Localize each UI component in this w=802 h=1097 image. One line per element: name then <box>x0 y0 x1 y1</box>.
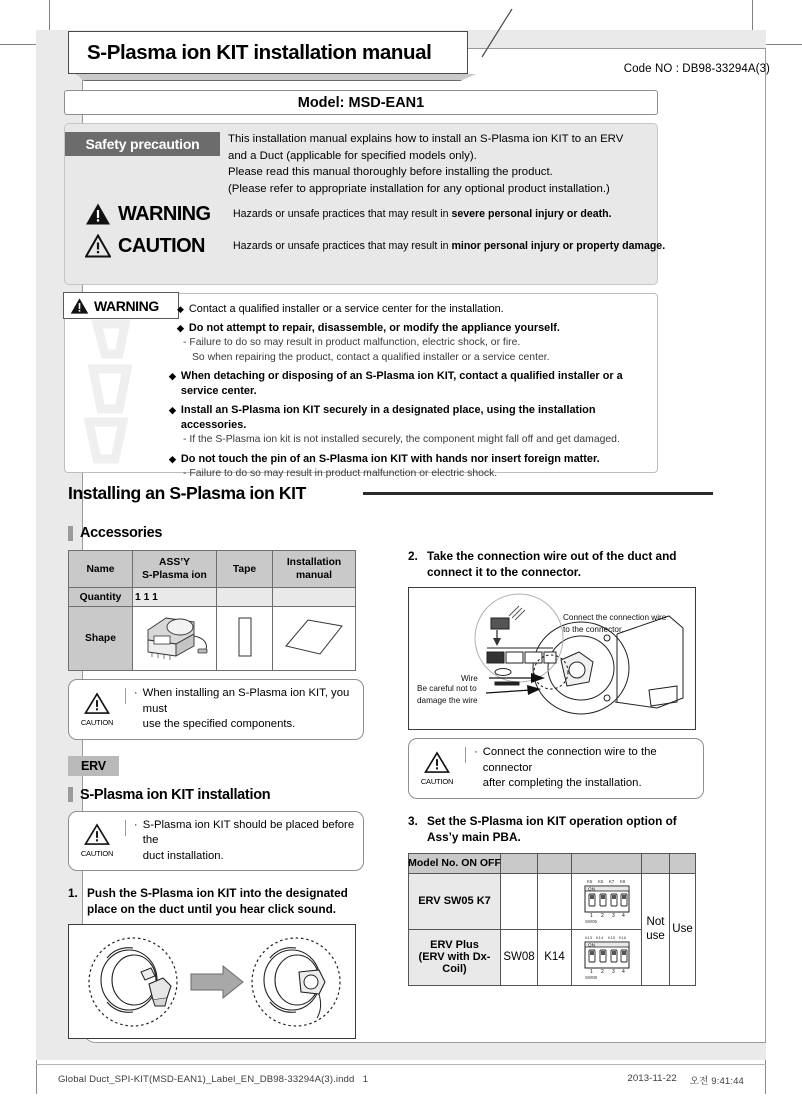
warning-list-item <box>177 321 655 336</box>
warning-desc-pre: Hazards or unsafe practices that may result in <box>233 208 452 220</box>
caution-accessories-line-2: use the specified components. <box>142 718 296 730</box>
warning-box-tag <box>63 292 179 319</box>
left-column <box>68 525 364 1039</box>
page-title: S-Plasma ion KIT installation manual <box>87 40 432 64</box>
warning-item-text: Do not touch the pin of an S-Plasma ion KIT with hands nor insert foreign matter. <box>180 452 600 465</box>
install-section-heading: Installing an S-Plasma ion KIT <box>68 483 306 503</box>
figure2-careful-line-1: Be careful not to <box>417 684 477 693</box>
dip2-label-k13: K13 <box>584 935 592 940</box>
warning-legend-label <box>85 202 227 226</box>
caution-icon-group <box>77 823 117 858</box>
step-2-body <box>427 548 677 580</box>
caution-step2-body <box>483 745 695 792</box>
dip1-num-2: 2 <box>600 913 604 919</box>
diamond-bullet-icon: ◆ <box>177 304 184 314</box>
pba-row1-dip-cell <box>572 873 642 929</box>
pba-row2-model-cell <box>409 929 501 985</box>
figure-step-1 <box>68 924 356 1039</box>
caution-erv-body <box>143 818 355 865</box>
safety-intro-line-4: (Please refer to appropriate installation for any optional product installation.) <box>228 182 610 195</box>
pba-header-on-label: ON <box>461 857 477 869</box>
caution-divider <box>125 688 126 704</box>
pba-row2-model-line-2: (ERV with Dx-Coil) <box>418 951 491 975</box>
erv-install-heading: S-Plasma ion KIT installation <box>68 787 364 803</box>
warning-subtext: - If the S-Plasma ion kit is not installed securely, the component might fall off and get damaged. <box>183 434 620 445</box>
caution-triangle-outline-icon <box>423 751 451 774</box>
accessories-header-assy-l1: ASS’Y <box>159 557 190 568</box>
diamond-bullet-icon: ◆ <box>177 323 184 333</box>
step-2-line-2: connect it to the connector. <box>427 565 582 579</box>
title-banner <box>68 31 468 74</box>
pba-header-overflow <box>409 854 500 873</box>
caution-step2-text <box>474 745 695 792</box>
safety-intro-text <box>228 131 648 197</box>
warning-item-text: When detaching or disposing of an S-Plasma ion KIT, contact a qualified installer or a service center. <box>180 370 623 397</box>
right-column <box>408 548 704 986</box>
step-3-line-1: Set the S-Plasma ion KIT operation option of <box>427 813 677 828</box>
step-3-number: 3. <box>408 813 418 828</box>
caution-triangle-outline-icon <box>83 692 111 715</box>
diamond-bullet-icon: ◆ <box>169 453 176 464</box>
caution-step2-line-2: after completing the installation. <box>482 777 642 789</box>
caution-icon-group <box>417 751 457 786</box>
pba-header-off-col <box>538 853 572 873</box>
pba-row1-model-cell <box>409 873 501 929</box>
safety-intro-line-2: and a Duct (applicable for specified models only). <box>228 149 477 162</box>
diamond-bullet-icon: ◆ <box>169 371 176 381</box>
figure2-callout-line-1: Connect the connection wire <box>563 613 667 622</box>
footer-page-number: 1 <box>362 1074 369 1085</box>
safety-precaution-panel <box>64 123 666 285</box>
warning-item-text: Install an S-Plasma ion KIT securely in a designated place, using the installation accessories. <box>180 404 596 431</box>
warning-item-text: Do not attempt to repair, disassemble, or modify the appliance yourself. <box>188 322 560 334</box>
pba-header-off-label: OFF <box>479 857 501 869</box>
figure2-callout-line-2: to the connector. <box>563 625 624 634</box>
accessories-shape-assy-cell <box>133 607 217 671</box>
erv-chip: ERV <box>68 756 119 776</box>
dip-switch-sw05-icon <box>577 877 637 925</box>
accessories-quantity-label: Quantity <box>69 588 133 607</box>
warning-list-item <box>169 452 655 467</box>
pba-header-on-col <box>501 853 538 873</box>
pba-header-dip-col <box>572 853 642 873</box>
accessories-shape-row <box>69 607 356 671</box>
pba-row1-off: K7 <box>476 895 491 907</box>
accessories-quantity-manual <box>273 588 356 607</box>
warning-triangle-filled-icon <box>85 202 111 226</box>
dip1-num-1: 1 <box>589 913 593 919</box>
pba-header-col5 <box>642 853 670 873</box>
model-bar-label: Model: MSD-EAN1 <box>297 94 425 111</box>
step-1-number: 1. <box>68 886 78 900</box>
caution-erv-box <box>68 811 364 872</box>
pba-option-table <box>408 853 696 986</box>
warning-triangle-filled-icon <box>70 297 89 315</box>
pba-row1-on: SW05 <box>443 895 474 907</box>
caution-desc-pre: Hazards or unsafe practices that may result in <box>233 240 452 252</box>
caution-word-label: CAUTION <box>420 776 454 786</box>
caution-erv-line-2: duct installation. <box>142 849 224 862</box>
install-section-heading-wrap <box>68 483 668 504</box>
dip2-num-4: 4 <box>621 969 625 975</box>
crop-mark-left-top <box>0 44 38 45</box>
warning-item-text: Contact a qualified installer or a service center for the installation. <box>188 303 504 315</box>
dip1-label-k5: K5 <box>586 879 592 884</box>
pba-row2-model-line-1: ERV Plus <box>430 939 479 951</box>
pba-header-model-label: Model No. <box>408 857 459 869</box>
caution-triangle-outline-icon <box>85 234 111 258</box>
footer-left <box>58 1074 368 1085</box>
caution-icon-group <box>77 692 117 727</box>
installation-manual-icon <box>282 616 346 658</box>
warning-legend-word: WARNING <box>118 202 211 225</box>
title-banner-group <box>68 31 488 83</box>
step-1-line-1: Push the S-Plasma ion KIT into the designated <box>87 886 348 900</box>
title-banner-shadow <box>76 74 476 81</box>
pba-row2-off-cell: K14 <box>538 929 572 985</box>
safety-intro-line-1: This installation manual explains how to install an S-Plasma ion KIT to an ERV <box>228 133 624 145</box>
accessories-header-assy-l2: S-Plasma ion <box>142 570 207 581</box>
figure2-wire-label: Wire <box>461 674 478 683</box>
accessories-header-name: Name <box>69 551 133 588</box>
caution-divider <box>465 747 466 763</box>
caution-divider <box>125 820 126 836</box>
dip-switch-1 <box>573 877 640 925</box>
diamond-bullet-icon: ◆ <box>169 405 176 415</box>
step-3-line-2: Ass’y main PBA. <box>427 829 521 844</box>
page-footer <box>36 1064 766 1094</box>
pba-row2-dip-cell <box>572 929 642 985</box>
accessories-quantity-row <box>69 588 356 607</box>
dip2-name: SW08 <box>584 975 597 980</box>
step-1-title <box>68 885 364 917</box>
title-corner-diagonal <box>466 7 536 77</box>
accessories-table <box>68 550 356 671</box>
warning-list-item <box>169 369 655 399</box>
dip1-num-3: 3 <box>611 913 615 919</box>
warning-subtext: - Failure to do so may result in product malfunction, electric shock, or fire. <box>183 337 521 348</box>
accessories-header-manual-l2: manual <box>295 570 333 581</box>
pba-header-model <box>409 853 501 873</box>
caution-step2-box <box>408 738 704 799</box>
caution-step2-line-1: Connect the connection wire to the connector <box>482 746 657 774</box>
pba-row2-on-cell: SW08 <box>501 929 538 985</box>
figure2-careful-line-2: damage the wire <box>417 696 478 705</box>
dip2-label-k14: K14 <box>595 935 603 940</box>
dip2-label-k15: K15 <box>607 935 615 940</box>
pba-table-row <box>409 873 696 929</box>
dip1-name: SW05 <box>584 919 597 924</box>
s-plasma-ion-unit-icon <box>136 610 214 664</box>
duct-insertion-diagram <box>71 928 353 1036</box>
pba-not-use-line-1: Not <box>646 916 665 928</box>
step-1-line-2: place on the duct until you hear click sound. <box>87 902 337 916</box>
caution-desc-bold: minor personal injury or property damage. <box>451 240 666 252</box>
footer-time: 오전 9:41:44 <box>689 1075 744 1087</box>
step-3-body <box>427 813 677 845</box>
pba-header-col6 <box>670 853 696 873</box>
safety-precaution-tag: Safety precaution <box>65 132 220 156</box>
dip1-num-4: 4 <box>621 913 625 919</box>
step-3-title <box>408 813 704 845</box>
accessories-header-assy <box>133 551 217 588</box>
dip-switch-2 <box>573 933 640 981</box>
caution-word-label: CAUTION <box>80 849 114 859</box>
heading-rule <box>363 492 713 495</box>
accessories-quantity-tape <box>217 588 273 607</box>
accessories-header-manual <box>273 551 356 588</box>
caution-triangle-outline-icon <box>83 823 111 846</box>
accessories-heading: Accessories <box>68 525 364 541</box>
accessories-shape-tape-cell <box>217 607 273 671</box>
warning-legend-desc <box>233 208 612 220</box>
pba-not-use-cell <box>642 873 670 985</box>
dip1-label-k6: K6 <box>597 879 603 884</box>
caution-accessories-line-1: When installing an S-Plasma ion KIT, you must <box>142 687 350 715</box>
warning-legend-row <box>85 202 612 226</box>
warning-list-panel <box>64 293 658 479</box>
pba-row1-off-cell <box>538 873 572 929</box>
caution-bullet: · <box>133 687 138 699</box>
pba-row1-model: ERV <box>418 895 441 907</box>
accessories-header-manual-l1: Installation <box>286 557 342 568</box>
model-bar <box>64 90 658 115</box>
caution-bullet: · <box>133 818 138 831</box>
footer-date: 2013-11-22 <box>627 1072 677 1084</box>
caution-bullet: · <box>473 746 478 758</box>
caution-legend-row <box>85 234 665 258</box>
caution-legend-label <box>85 234 227 258</box>
dip2-on-label: ON <box>587 942 595 948</box>
accessories-shape-label: Shape <box>69 607 133 671</box>
caution-erv-line-1: S-Plasma ion KIT should be placed before the <box>142 818 355 846</box>
safety-intro-line-3: Please read this manual thoroughly before installing the product. <box>228 166 553 178</box>
dip2-label-k16: K16 <box>618 935 626 940</box>
crop-mark-right-top <box>764 44 802 45</box>
step-2-title <box>408 548 704 580</box>
footer-filename: Global Duct_SPI-KIT(MSD-EAN1)_Label_EN_DB98-33294A(3).indd <box>58 1074 355 1085</box>
figure-step-2 <box>408 587 696 730</box>
dip1-label-k8: K8 <box>619 879 625 884</box>
accessories-header-row <box>69 551 356 588</box>
footer-right <box>627 1073 744 1087</box>
warning-box-tag-label: WARNING <box>94 297 159 314</box>
pba-header-row <box>409 853 696 873</box>
connector-wire-diagram <box>411 590 693 727</box>
caution-legend-word: CAUTION <box>118 234 205 257</box>
step-2-line-1: Take the connection wire out of the duct and <box>427 549 677 563</box>
code-number: Code NO : DB98-33294A(3) <box>623 63 770 75</box>
caution-erv-text <box>134 818 355 865</box>
accessories-shape-manual-cell <box>273 607 356 671</box>
accessories-header-tape: Tape <box>217 551 273 588</box>
watermark-wrench-icon <box>75 314 175 464</box>
caution-accessories-text <box>134 686 355 733</box>
warning-list-item <box>169 403 655 433</box>
step-1-body <box>87 885 348 917</box>
warning-item-list <box>169 302 655 481</box>
warning-subtext: - Failure to do so may result in product malfunction or electric shock. <box>183 467 498 479</box>
dip1-on-label: ON <box>587 886 595 892</box>
dip2-num-1: 1 <box>589 969 593 975</box>
pba-row1-on-cell <box>501 873 538 929</box>
step-2-number: 2. <box>408 549 418 563</box>
warning-desc-bold: severe personal injury or death. <box>451 208 612 220</box>
dip2-num-2: 2 <box>600 969 604 975</box>
warning-subtext: So when repairing the product, contact a qualified installer or a service center. <box>192 351 550 363</box>
pba-not-use-line-2: use <box>646 930 665 942</box>
warning-list-item <box>177 302 655 317</box>
pba-use-cell: Use <box>670 873 696 985</box>
dip-switch-sw08-icon <box>577 933 637 981</box>
pba-row1-model-overflow <box>409 874 500 929</box>
caution-accessories-box <box>68 679 364 740</box>
caution-word-label: CAUTION <box>80 717 114 727</box>
caution-legend-desc <box>233 240 665 252</box>
accessories-quantity-values: 1 1 1 <box>133 588 217 607</box>
dip2-num-3: 3 <box>611 969 615 975</box>
tape-icon <box>235 615 255 659</box>
dip1-label-k7: K7 <box>608 879 614 884</box>
caution-accessories-body <box>143 686 355 733</box>
